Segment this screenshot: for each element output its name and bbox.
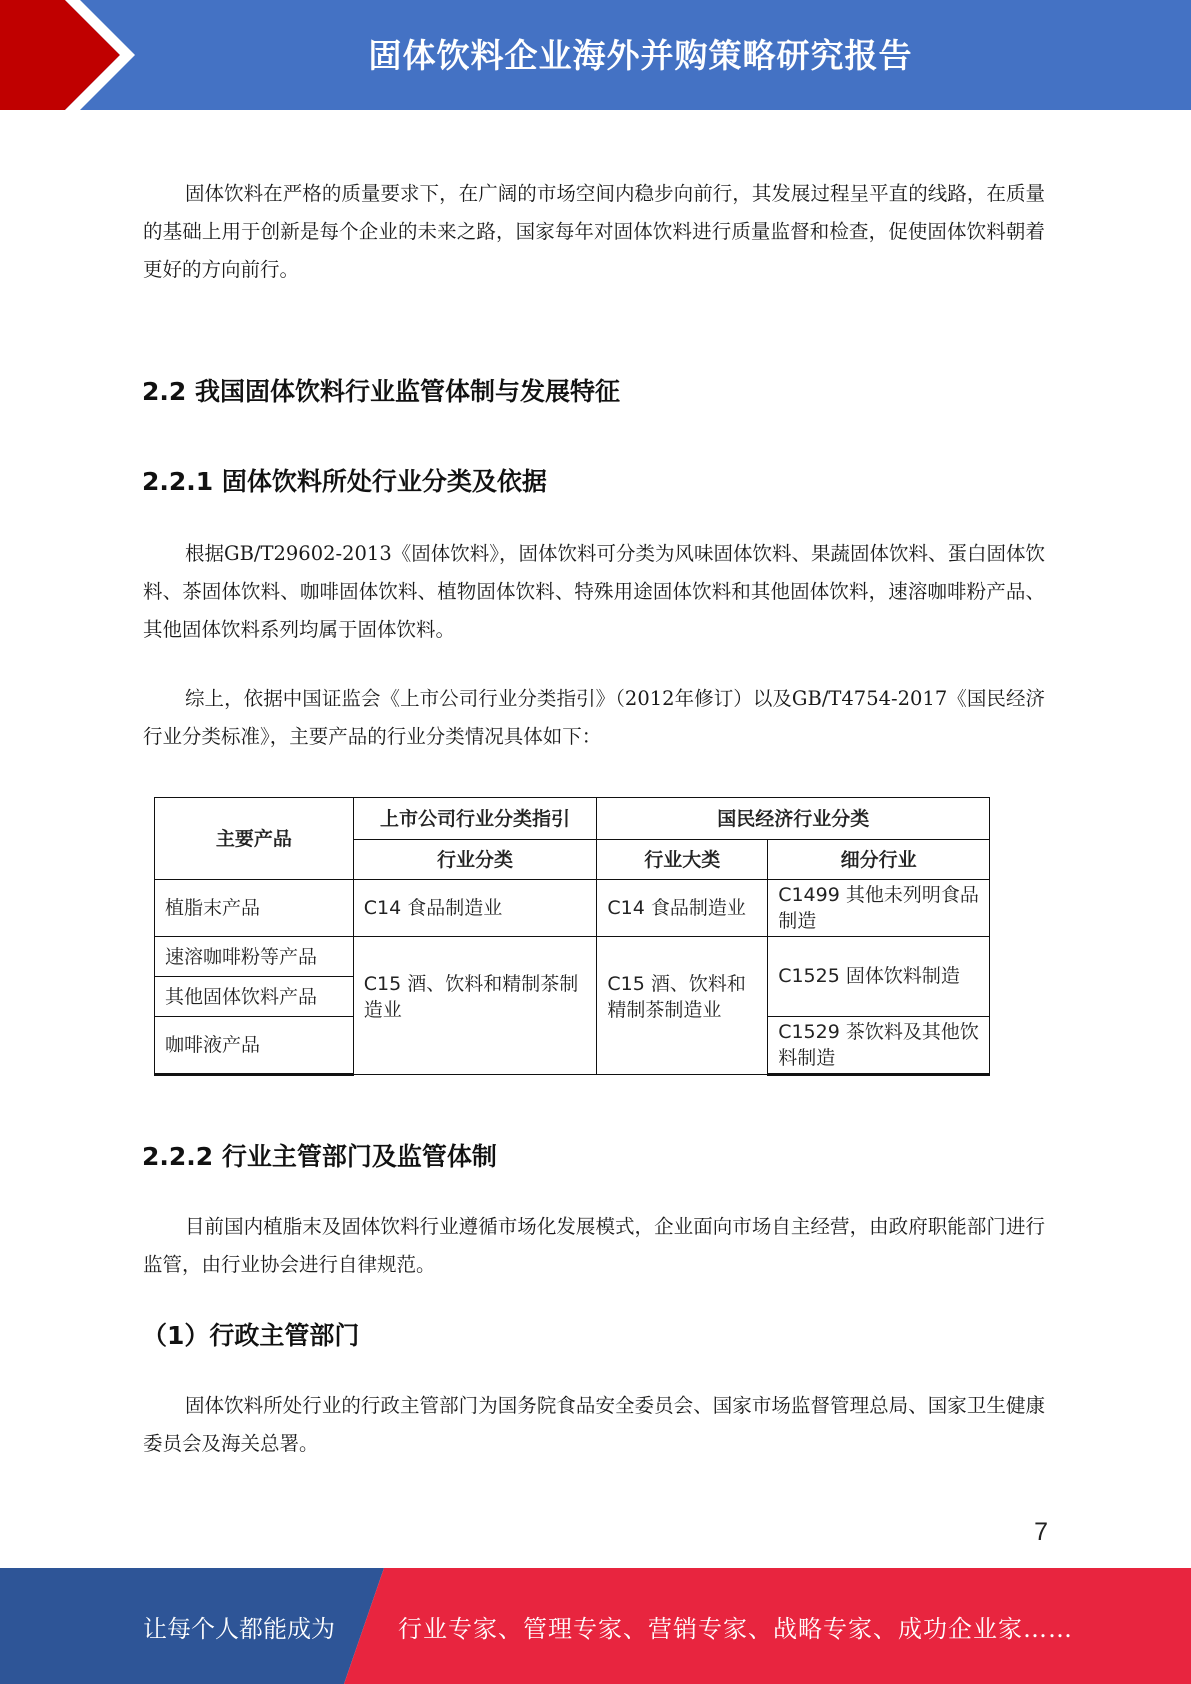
header-sub-industry: 细分行业: [768, 840, 990, 880]
authority-paragraph: 固体饮料所处行业的行政主管部门为国务院食品安全委员会、国家市场监督管理总局、国家卫生健康委员会及海关总署。: [143, 1394, 1045, 1455]
section-2-2-1-heading: 2.2.1 固体饮料所处行业分类及依据: [142, 467, 547, 496]
table-cell-product: 植脂末产品: [155, 880, 354, 937]
table-cell-class: C14 食品制造业: [353, 880, 597, 937]
summary-paragraph: 综上，依据中国证监会《上市公司行业分类指引》（2012年修订）以及GB/T4754-2017《国民经济行业分类标准》，主要产品的行业分类情况具体如下：: [143, 687, 1045, 748]
report-title: 固体饮料企业海外并购策略研究报告: [368, 35, 913, 75]
header-major-class: 行业大类: [597, 840, 768, 880]
header-listed-guide: 上市公司行业分类指引: [353, 798, 597, 840]
footer-slogan-left: 让每个人都能成为: [143, 1614, 335, 1643]
table-cell-sub: C1499 其他未列明食品制造: [768, 880, 990, 937]
header-national-classification: 国民经济行业分类: [597, 798, 990, 840]
header-bar: [0, 0, 1191, 110]
industry-classification-table: [154, 797, 990, 1076]
footer-bar: [0, 1568, 1191, 1684]
intro-paragraph: 固体饮料在严格的质量要求下，在广阔的市场空间内稳步向前行，其发展过程呈平直的线路，在质量的基础上用于创新是每个企业的未来之路，国家每年对固体饮料进行质量监督和检查，促使固体饮料朝着更好的方向前行。: [143, 182, 1045, 281]
footer-slogan-right: 行业专家、管理专家、营销专家、战略专家、成功企业家……: [398, 1614, 1073, 1643]
table-cell-class-merged: C15 酒、饮料和精制茶制造业: [353, 937, 597, 1075]
section-2-2-2-heading: 2.2.2 行业主管部门及监管体制: [142, 1142, 497, 1171]
table-cell-major-merged: C15 酒、饮料和精制茶制造业: [597, 937, 768, 1075]
classification-paragraph: 根据GB/T29602-2013《固体饮料》，固体饮料可分类为风味固体饮料、果蔬固体饮料、蛋白固体饮料、茶固体饮料、咖啡固体饮料、植物固体饮料、特殊用途固体饮料和其他固体饮料，速溶咖啡粉产品、其他固体饮料系列均属于固体饮料。: [143, 542, 1045, 641]
table-cell-sub-1525: C1525 固体饮料制造: [768, 937, 990, 1017]
table-cell-product: 咖啡液产品: [155, 1017, 354, 1075]
header-main-product: 主要产品: [155, 798, 354, 880]
table-cell-product: 速溶咖啡粉等产品: [155, 937, 354, 977]
page-number: 7: [1034, 1518, 1048, 1546]
subsection-1-heading: （1）行政主管部门: [142, 1321, 360, 1350]
header-industry-class: 行业分类: [353, 840, 597, 880]
section-2-2-heading: 2.2 我国固体饮料行业监管体制与发展特征: [142, 377, 620, 406]
table-cell-major: C14 食品制造业: [597, 880, 768, 937]
table-cell-product: 其他固体饮料产品: [155, 977, 354, 1017]
header-arrow-decoration: [0, 0, 160, 110]
table-cell-sub-1529: C1529 茶饮料及其他饮料制造: [768, 1017, 990, 1075]
regulation-paragraph: 目前国内植脂末及固体饮料行业遵循市场化发展模式，企业面向市场自主经营，由政府职能部门进行监管，由行业协会进行自律规范。: [143, 1215, 1045, 1276]
